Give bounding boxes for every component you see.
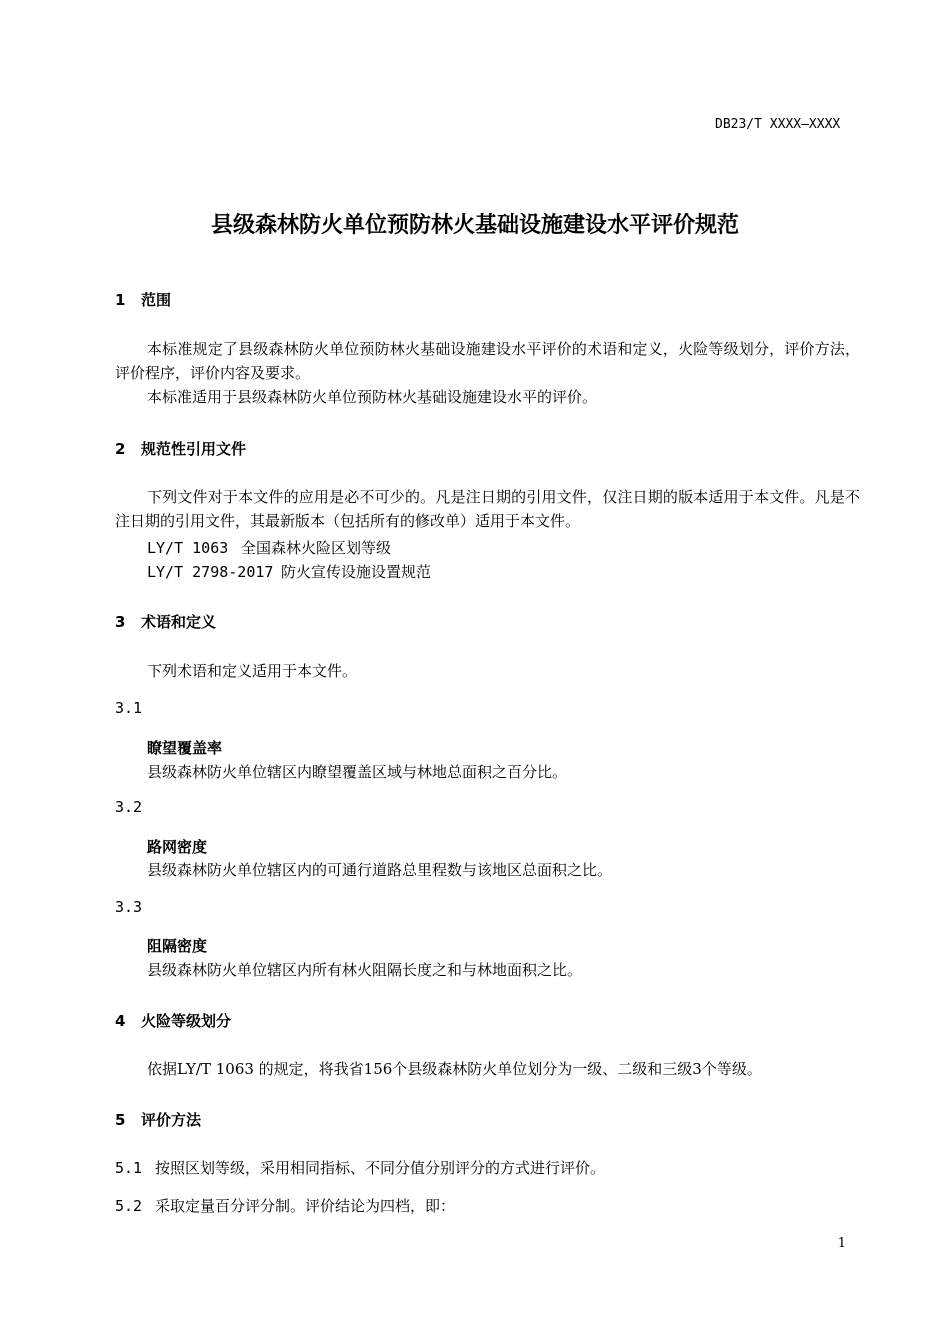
term-number: 3.1 <box>115 699 143 717</box>
document-code: DB23/T XXXX—XXXX <box>715 117 841 132</box>
reference-item <box>147 537 391 558</box>
item-text: 采取定量百分评分制。评价结论为四档，即： <box>155 1197 456 1215</box>
section-title: 术语和定义 <box>141 613 217 631</box>
method-item <box>115 1157 605 1178</box>
section-number: 1 <box>115 291 126 309</box>
section-heading-terms <box>115 611 216 632</box>
term-name: 瞭望覆盖率 <box>147 739 223 757</box>
term-name: 路网密度 <box>147 838 208 856</box>
section-heading-evaluation-method <box>115 1109 201 1130</box>
reference-name: 防火宣传设施设置规范 <box>281 563 432 581</box>
section-title: 规范性引用文件 <box>141 440 247 458</box>
references-paragraph: 下列文件对于本文件的应用是必不可少的。凡是注日期的引用文件，仅注日期的版本适用于本文件。凡是不注日期的引用文件，其最新版本（包括所有的修改单）适用于本文件。 <box>115 488 860 530</box>
document-title: 县级森林防火单位预防林火基础设施建设水平评价规范 <box>210 213 739 238</box>
section-heading-normative-references <box>115 438 246 459</box>
section-heading-scope <box>115 289 171 310</box>
section-number: 3 <box>115 613 126 631</box>
term-number: 3.3 <box>115 898 143 916</box>
section-number: 5 <box>115 1111 126 1129</box>
section-heading-fire-risk-levels <box>115 1010 231 1031</box>
item-number: 5.2 <box>115 1197 143 1215</box>
term-definition: 县级森林防火单位辖区内的可通行道路总里程数与该地区总面积之比。 <box>147 861 613 879</box>
reference-item <box>147 561 431 582</box>
page-number: 1 <box>837 1236 846 1251</box>
method-item <box>115 1195 455 1216</box>
term-number: 3.2 <box>115 798 143 816</box>
scope-paragraph-2: 本标准适用于县级森林防火单位预防林火基础设施建设水平的评价。 <box>147 388 598 406</box>
term-definition: 县级森林防火单位辖区内瞭望覆盖区域与林地总面积之百分比。 <box>147 763 568 781</box>
item-number: 5.1 <box>115 1159 143 1177</box>
section-number: 4 <box>115 1012 126 1030</box>
item-text: 按照区划等级，采用相同指标、不同分值分别评分的方式进行评价。 <box>155 1159 606 1177</box>
term-definition: 县级森林防火单位辖区内所有林火阻隔长度之和与林地面积之比。 <box>147 961 583 979</box>
scope-paragraph-1: 本标准规定了县级森林防火单位预防林火基础设施建设水平评价的术语和定义，火险等级划分，评价方法，评价程序，评价内容及要求。 <box>115 340 860 382</box>
fire-risk-paragraph: 依据LY/T 1063 的规定，将我省156个县级森林防火单位划分为一级、二级和三级3个等级。 <box>147 1060 762 1078</box>
section-number: 2 <box>115 440 126 458</box>
section-title: 评价方法 <box>141 1111 202 1129</box>
reference-name: 全国森林火险区划等级 <box>241 539 392 557</box>
reference-code: LY/T 1063 <box>147 539 229 557</box>
terms-intro: 下列术语和定义适用于本文件。 <box>147 662 358 680</box>
reference-code: LY/T 2798-2017 <box>147 563 274 581</box>
term-name: 阻隔密度 <box>147 937 208 955</box>
section-title: 范围 <box>141 291 172 309</box>
section-title: 火险等级划分 <box>141 1012 232 1030</box>
